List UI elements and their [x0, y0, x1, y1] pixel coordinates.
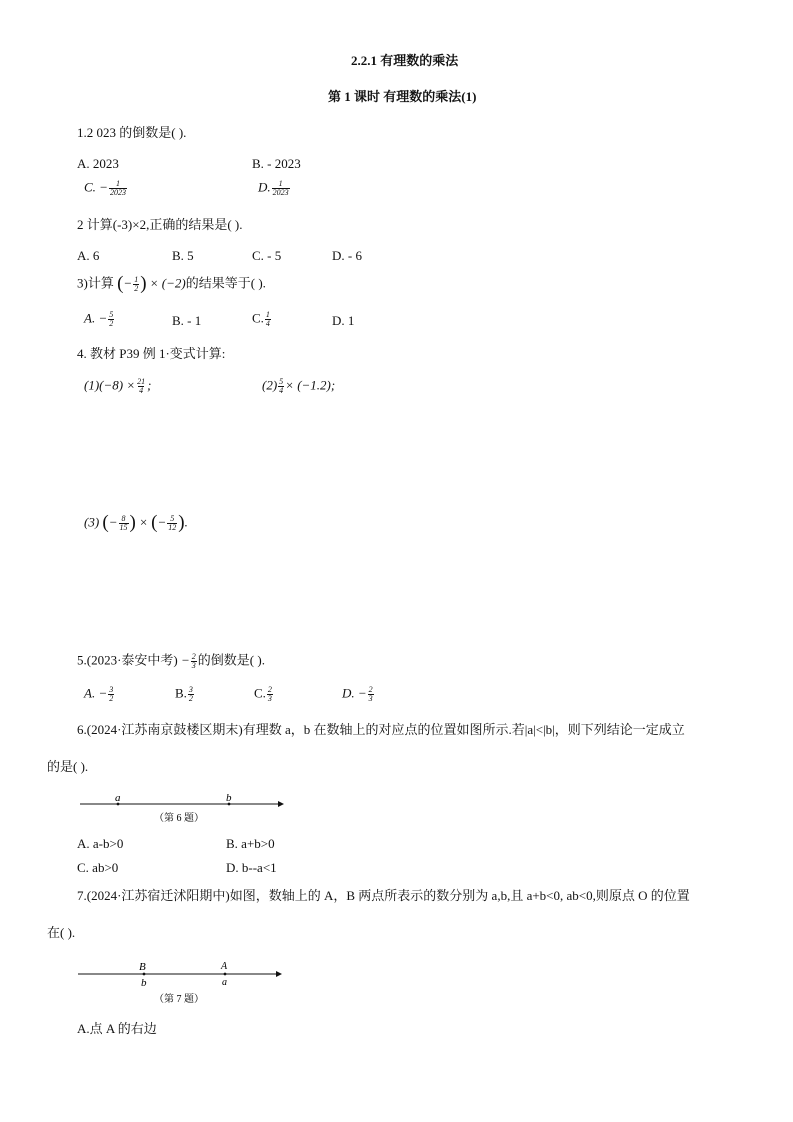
- q2-option-d: D. - 6: [332, 248, 362, 263]
- q5-option-a: A. − $\frac{3}{2}$: [84, 685, 114, 703]
- q3-option-c: C. $\frac{1}{4}$: [252, 310, 270, 328]
- q1-option-b: B. - 2023: [252, 156, 301, 171]
- q6-option-c: C. ab>0: [77, 860, 119, 875]
- q6-label-a: a: [115, 792, 121, 804]
- q2-option-c: C. - 5: [252, 248, 282, 263]
- page-title: 2.2.1 有理数的乘法: [351, 53, 459, 68]
- q6-number-line: [80, 790, 290, 830]
- q3-option-a: A. − $\frac{5}{2}$: [84, 310, 114, 328]
- q6-caption: （第 6 题）: [154, 813, 204, 824]
- q5-option-d: D. − $\frac{2}{3}$: [342, 685, 373, 703]
- q3-stem: 3)计算 (− $\frac{1}{2}$ ) × (−2)的结果等于( ).: [77, 273, 266, 294]
- q3-option-d: D. 1: [332, 313, 355, 328]
- q2-option-a: A. 6: [77, 248, 100, 263]
- q7-option-a: A.点 A 的右边: [77, 1021, 157, 1036]
- q5-stem: 5.(2023·泰安中考) − $\frac{2}{3}$ 的倒数是( ).: [77, 652, 265, 670]
- q7-label-B: B: [139, 961, 146, 973]
- q4-stem: 4. 教材 P39 例 1·变式计算:: [77, 346, 226, 361]
- q4-part-1: (1)(−8) × $\frac{21}{4}$ ;: [84, 377, 152, 395]
- q7-number-line-svg: [78, 958, 290, 1008]
- q7-axis-arrow: [276, 971, 282, 977]
- q1-option-c: C. − $\frac{1}{2023}$: [84, 179, 126, 197]
- q7-stem-line1: 7.(2024·江苏宿迁沭阳期中)如图，数轴上的 A，B 两点所表示的数分别为 a,b,且 a+b<0, ab<0,则原点 O 的位置: [77, 888, 690, 903]
- q7-label-b: b: [141, 977, 147, 989]
- q6-axis-arrow: [278, 801, 284, 807]
- q6-stem-line1: 6.(2024·江苏南京鼓楼区期末)有理数 a，b 在数轴上的对应点的位置如图所示.若|a|<|b|，则下列结论一定成立: [77, 722, 685, 737]
- q4-part-3: (3) (− $\frac{8}{15}$ ) × (− $\frac{5}{12}$ ).: [84, 512, 188, 533]
- q6-option-a: A. a-b>0: [77, 836, 124, 851]
- q6-option-d: D. b--a<1: [226, 860, 277, 875]
- q2-stem: 2 计算(-3)×2,正确的结果是( ).: [77, 217, 243, 232]
- q6-option-b: B. a+b>0: [226, 836, 275, 851]
- q7-caption: （第 7 题）: [154, 994, 204, 1005]
- q3-option-b: B. - 1: [172, 313, 202, 328]
- q5-option-c: C. $\frac{2}{3}$: [254, 685, 272, 703]
- q2-option-b: B. 5: [172, 248, 194, 263]
- q4-part-2: (2) $\frac{5}{4}$ × (−1.2);: [262, 377, 336, 395]
- q5-option-b: B. $\frac{3}{2}$: [175, 685, 193, 703]
- q7-number-line: [78, 958, 290, 1008]
- q7-point-B: [143, 973, 146, 976]
- q7-label-A: A: [221, 961, 228, 972]
- q6-label-b: b: [226, 792, 232, 804]
- q7-point-A: [224, 973, 227, 976]
- q7-label-a: a: [222, 977, 227, 988]
- q6-stem-line2: 的是( ).: [47, 759, 89, 774]
- q6-number-line-svg: [80, 790, 290, 830]
- q1-option-a: A. 2023: [77, 156, 119, 171]
- page-subtitle: 第 1 课时 有理数的乘法(1): [328, 89, 477, 104]
- q1-stem: 1.2 023 的倒数是( ).: [77, 125, 187, 140]
- q7-stem-line2: 在( ).: [47, 925, 76, 940]
- q1-option-d: D. $\frac{1}{2023}$: [258, 179, 289, 197]
